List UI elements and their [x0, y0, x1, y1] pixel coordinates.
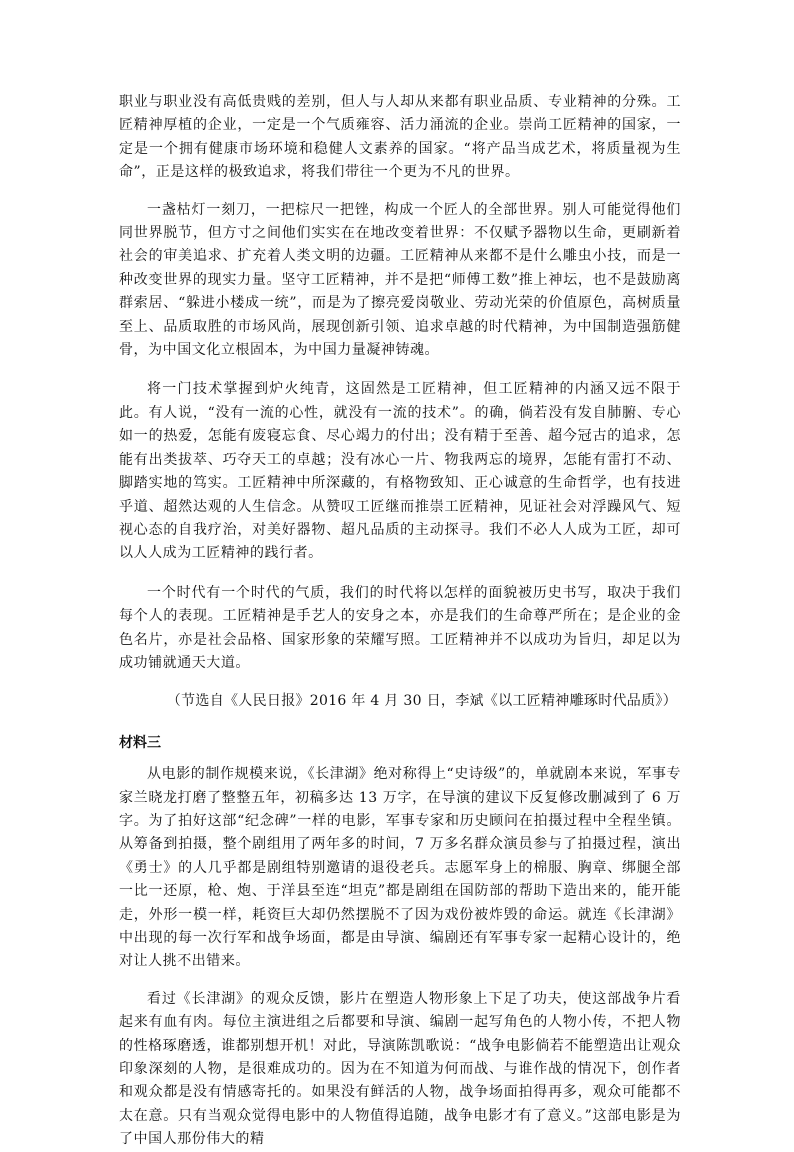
source-citation: （节选自《人民日报》2016 年 4 月 30 日，李斌《以工匠精神雕琢时代品质》）	[166, 693, 677, 710]
paragraph-5: 从电影的制作规模来说，《长津湖》绝对称得上“史诗级”的，单就剧本来说，军事专家兰晓龙打磨了整整五年，初稿多达 13 万字，在导演的建议下反复修改删减到了 6 万字。为了拍好这部“纪念碑”一样的电影，军事专家和历史顾问在拍摄过程中全程坐镇。从筹备到拍摄，整个剧组用了两年多的时间，7 万多名群众演员参与了拍摄过程，演出《勇士》的人几乎都是剧组特别邀请的退役老兵。志愿军身上的棉服、胸章、绑腿全部一比一还原，枪、炮、于洋县至连“坦克”都是剧组在国防部的帮助下造出来的，能开能走，外形一模一样，耗资巨大却仍然摆脱不了因为戏份被炸毁的命运。就连《长津湖》中出现的每一次行军和战争场面，都是由导演、编剧还有军事专家一起精心设计的，绝对让人挑不出错来。	[119, 766, 681, 970]
paragraph-2: 一盏枯灯一刻刀，一把棕尺一把锉，构成一个匠人的全部世界。别人可能觉得他们同世界脱节，但方寸之间他们实实在在地改变着世界：不仅赋予器物以生命，更刷新着社会的审美追求、扩充着人类文明的边疆。工匠精神从来都不是什么雕虫小技，而是一种改变世界的现实力量。坚守工匠精神，并不是把“师傅工数”推上神坛，也不是鼓励离群索居、“躲进小楼成一统”，而是为了擦亮爱岗敬业、劳动光荣的价值原色，高树质量至上、品质取胜的市场风尚，展现创新引领、追求卓越的时代精神，为中国制造强筋健骨，为中国文化立根固本，为中国力量凝神铸魂。	[119, 201, 681, 359]
paragraph-1: 职业与职业没有高低贵贱的差别，但人与人却从来都有职业品质、专业精神的分殊。工匠精神厚植的企业，一定是一个气质雍容、活力涌流的企业。崇尚工匠精神的国家，一定是一个拥有健康市场环境和稳健人文素养的国家。“将产品当成艺术，将质量视为生命”，正是这样的极致追求，将我们带往一个更为不凡的世界。	[119, 94, 681, 181]
paragraph-6: 看过《长津湖》的观众反馈，影片在塑造人物形象上下足了功夫，使这部战争片看起来有血有肉。每位主演进组之后都要和导演、编剧一起写角色的人物小传，不把人物的性格琢磨透，谁都别想开机！对此，导演陈凯歌说：“战争电影倘若不能塑造出让观众印象深刻的人物，是很难成功的。因为在不知道为何而战、与谁作战的情况下，创作者和观众都是没有情感寄托的。如果没有鲜活的人物，战争场面拍得再多，观众可能都不太在意。只有当观众觉得电影中的人物值得追随，战争电影才有了意义。”这部电影是为了中国人那份伟大的精	[119, 990, 681, 1148]
document-body	[119, 91, 681, 1152]
section-title: 材料三	[119, 734, 161, 751]
paragraph-3: 将一门技术掌握到炉火纯青，这固然是工匠精神，但工匠精神的内涵又远不限于此。有人说，“没有一流的心性，就没有一流的技术”。的确，倘若没有发自肺腑、专心如一的热爱，怎能有废寝忘食、尽心竭力的付出；没有精于至善、超今冠古的追求，怎能有出类拔萃、巧夺天工的卓越；没有冰心一片、物我两忘的境界，怎能有雷打不动、脚踏实地的笃实。工匠精神中所深藏的，有格物致知、正心诚意的生命哲学，也有技进乎道、超然达观的人生信念。从赞叹工匠继而推崇工匠精神，见证社会对浮躁风气、短视心态的自我疗治，对美好器物、超凡品质的主动探寻。我们不必人人成为工匠，却可以人人成为工匠精神的践行者。	[119, 381, 681, 562]
paragraph-4: 一个时代有一个时代的气质，我们的时代将以怎样的面貌被历史书写，取决于我们每个人的表现。工匠精神是手艺人的安身之本，亦是我们的生命尊严所在；是企业的金色名片，亦是社会品格、国家形象的荣耀写照。工匠精神并不以成功为旨归，却足以为成功铺就通天大道。	[119, 584, 681, 671]
